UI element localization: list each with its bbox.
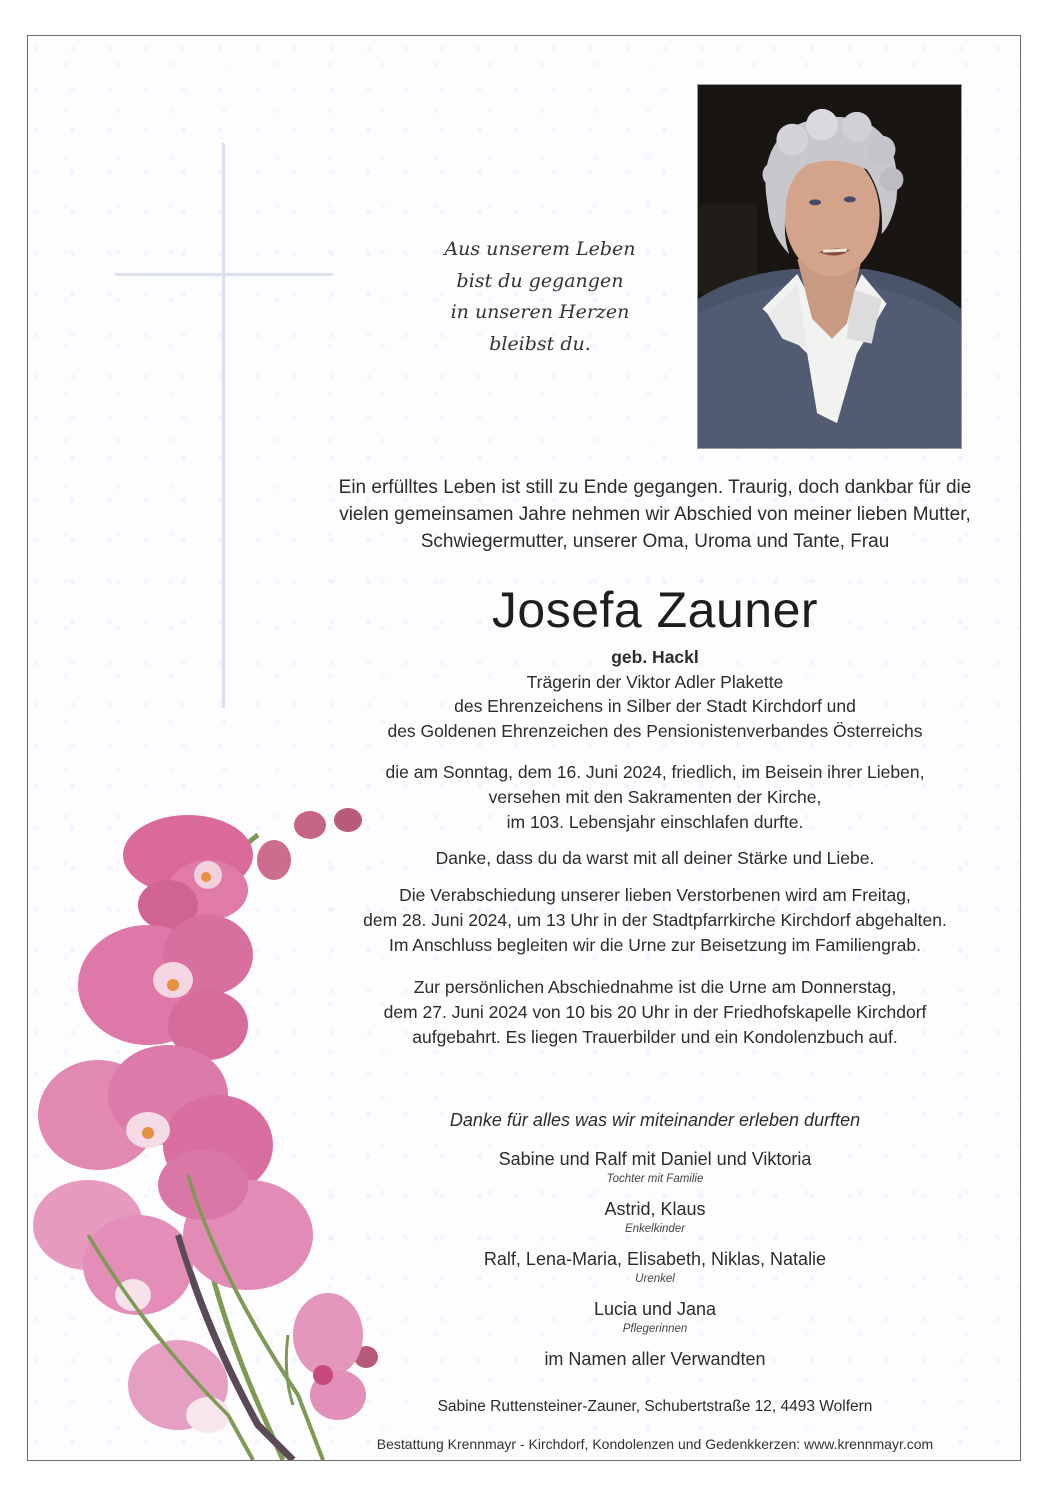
maiden-name: geb. Hackl [611, 647, 699, 667]
gratitude-line: Danke für alles was wir miteinander erleben durften [449, 1110, 861, 1130]
death-line: versehen mit den Sakramenten der Kirche, [488, 787, 822, 807]
poem-line: in unseren Herzen [450, 301, 630, 323]
mourner-group [320, 1296, 990, 1336]
death-line: im 103. Lebensjahr einschlafen durfte. [506, 812, 804, 832]
relatives-line: im Namen aller Verwandten [544, 1349, 766, 1369]
mourner-role: Enkelkinder [624, 1223, 686, 1235]
orchid-flower-icon [28, 795, 378, 1460]
honors-block [320, 645, 990, 743]
death-notice [320, 760, 990, 835]
mourners-list [320, 1146, 990, 1372]
mourner-role: Pflegerinnen [622, 1323, 688, 1335]
mourner-names: Ralf, Lena-Maria, Elisabeth, Niklas, Natalie [483, 1249, 827, 1269]
poem-line: bist du gegangen [456, 269, 624, 292]
mourner-names: Lucia und Jana [593, 1299, 717, 1319]
poem-line: Aus unserem Leben [444, 238, 636, 260]
deceased-name: Josefa Zauner [491, 582, 819, 638]
mourner-group [320, 1246, 990, 1286]
intro-line: Schwiegermutter, unserer Oma, Uroma und Tante, Frau [420, 531, 890, 552]
cross-icon-horizontal [115, 273, 333, 276]
viewing-line: dem 27. Juni 2024 von 10 bis 20 Uhr in der Friedhofskapelle Kirchdorf [383, 1002, 927, 1022]
thanks-line: Danke, dass du da warst mit all deiner Stärke und Liebe. [435, 848, 875, 868]
farewell-line: Im Anschluss begleiten wir die Urne zur Beisetzung im Familiengrab. [388, 935, 922, 955]
death-line: die am Sonntag, dem 16. Juni 2024, friedlich, im Beisein ihrer Lieben, [385, 762, 925, 782]
farewell-line: dem 28. Juni 2024, um 13 Uhr in der Stadtpfarrkirche Kirchdorf abgehalten. [363, 910, 947, 930]
memorial-poem [420, 234, 660, 360]
intro-line: vielen gemeinsamen Jahre nehmen wir Abschied von meiner lieben Mutter, [339, 504, 971, 525]
portrait-photo [697, 84, 962, 449]
intro-line: Ein erfülltes Leben ist still zu Ende gegangen. Traurig, doch dankbar für die [338, 477, 972, 498]
mourner-role: Urenkel [635, 1273, 675, 1285]
viewing-paragraph [320, 975, 990, 1050]
viewing-line: aufgebahrt. Es liegen Trauerbilder und ein Kondolenzbuch auf. [412, 1027, 898, 1047]
farewell-paragraph [320, 883, 990, 958]
contact-address: Sabine Ruttensteiner-Zauner, Schubertstraße 12, 4493 Wolfern [437, 1398, 873, 1415]
honor-line: Trägerin der Viktor Adler Plakette [526, 671, 784, 692]
mourner-group [320, 1196, 990, 1236]
honor-line: des Ehrenzeichens in Silber der Stadt Kirchdorf und [454, 696, 856, 716]
poem-line: bleibst du. [489, 332, 591, 355]
farewell-line: Die Verabschiedung unserer lieben Verstorbenen wird am Freitag, [399, 885, 911, 905]
viewing-line: Zur persönlichen Abschiednahme ist die Urne am Donnerstag, [413, 977, 897, 997]
cross-icon-vertical [222, 143, 225, 708]
mourner-names: Astrid, Klaus [604, 1199, 706, 1219]
honor-line: des Goldenen Ehrenzeichen des Pensionistenverbandes Österreichs [387, 720, 923, 741]
intro-paragraph [320, 474, 990, 555]
mourner-names: Sabine und Ralf mit Daniel und Viktoria [498, 1149, 812, 1169]
mourner-group [320, 1146, 990, 1186]
funeral-home-footer: Bestattung Krennmayr - Kirchdorf, Kondolenzen und Gedenkkerzen: www.krennmayr.com [376, 1436, 934, 1452]
mourner-role: Tochter mit Familie [606, 1173, 704, 1185]
